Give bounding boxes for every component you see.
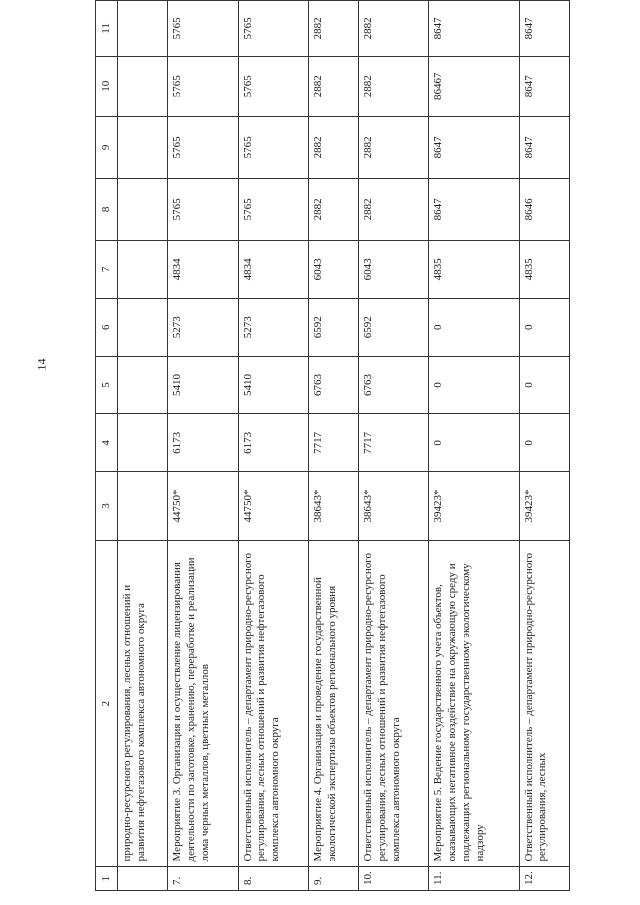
table-row	[359, 1, 429, 891]
value-cell: 4834	[238, 240, 308, 298]
value-cell: 7717	[359, 414, 429, 472]
value-cell: 6592	[359, 298, 429, 356]
value-cell: 38643*	[308, 472, 358, 541]
value-cell: 8647	[519, 56, 569, 116]
value-cell	[118, 1, 168, 57]
header-row	[96, 1, 118, 891]
value-cell: 5765	[168, 56, 238, 116]
value-cell: 2882	[308, 178, 358, 240]
row-description: Ответственный исполнитель – департамент природно-ресурсного регулирования, лесных отношений и развития нефтегазового комплекса автономного округа	[238, 540, 308, 867]
value-cell: 4835	[519, 240, 569, 298]
column-header: 3	[96, 472, 118, 541]
value-cell: 8647	[429, 178, 519, 240]
row-description: Мероприятие 3. Организация и осуществление лицензирования деятельности по заготовке, хранению, переработке и реализации лома черных металлов, цветных металлов	[168, 540, 238, 867]
value-cell: 6043	[308, 240, 358, 298]
row-number: 8.	[238, 867, 308, 891]
value-cell: 0	[429, 414, 519, 472]
row-number: 7.	[168, 867, 238, 891]
value-cell: 6763	[308, 356, 358, 414]
column-header: 5	[96, 356, 118, 414]
value-cell: 39423*	[519, 472, 569, 541]
value-cell: 5765	[168, 1, 238, 57]
value-cell: 5765	[168, 116, 238, 178]
value-cell	[118, 178, 168, 240]
value-cell	[118, 356, 168, 414]
column-header: 9	[96, 116, 118, 178]
table-row	[519, 1, 569, 891]
value-cell: 8647	[519, 116, 569, 178]
value-cell: 4835	[429, 240, 519, 298]
row-description: Ответственный исполнитель – департамент природно-ресурсного регулирования, лесных	[519, 540, 569, 867]
column-header: 2	[96, 540, 118, 867]
column-header: 7	[96, 240, 118, 298]
page-number: 14	[34, 358, 49, 371]
value-cell: 6173	[168, 414, 238, 472]
row-description: Мероприятие 4. Организация и проведение государственной экологической экспертизы объектов регионального уровня	[308, 540, 358, 867]
value-cell: 5765	[238, 1, 308, 57]
table-row	[168, 1, 238, 891]
value-cell: 2882	[308, 116, 358, 178]
table-row	[308, 1, 358, 891]
value-cell: 8647	[429, 116, 519, 178]
value-cell: 0	[519, 298, 569, 356]
value-cell: 6173	[238, 414, 308, 472]
value-cell	[118, 472, 168, 541]
row-description: Ответственный исполнитель – департамент природно-ресурсного регулирования, лесных отношений и развития нефтегазового комплекса автономного округа	[359, 540, 429, 867]
value-cell: 0	[429, 356, 519, 414]
row-description: Мероприятие 5. Ведение государственного учета объектов, оказывающих негативное воздействие на окружающую среду и подлежащих региональному государственному экологическому надзору	[429, 540, 519, 867]
value-cell: 5410	[168, 356, 238, 414]
table-row	[429, 1, 519, 891]
column-header: 6	[96, 298, 118, 356]
value-cell	[118, 56, 168, 116]
row-number	[118, 867, 168, 891]
value-cell: 2882	[308, 56, 358, 116]
table-row	[238, 1, 308, 891]
column-header: 1	[96, 867, 118, 891]
value-cell	[118, 414, 168, 472]
value-cell	[118, 298, 168, 356]
value-cell: 6592	[308, 298, 358, 356]
value-cell: 8646	[519, 178, 569, 240]
value-cell: 5765	[168, 178, 238, 240]
value-cell: 4834	[168, 240, 238, 298]
value-cell: 5765	[238, 116, 308, 178]
value-cell: 5765	[238, 178, 308, 240]
value-cell: 6763	[359, 356, 429, 414]
column-header: 10	[96, 56, 118, 116]
column-header: 8	[96, 178, 118, 240]
value-cell: 6043	[359, 240, 429, 298]
value-cell: 2882	[359, 116, 429, 178]
value-cell: 0	[429, 298, 519, 356]
table-row	[118, 1, 168, 891]
row-number: 10.	[359, 867, 429, 891]
row-number: 9.	[308, 867, 358, 891]
column-header: 11	[96, 1, 118, 57]
value-cell: 0	[519, 356, 569, 414]
value-cell: 2882	[359, 178, 429, 240]
value-cell: 5765	[238, 56, 308, 116]
value-cell: 7717	[308, 414, 358, 472]
value-cell: 5273	[238, 298, 308, 356]
value-cell: 44750*	[168, 472, 238, 541]
value-cell	[118, 116, 168, 178]
column-header: 4	[96, 414, 118, 472]
value-cell: 2882	[359, 56, 429, 116]
row-description: природно-ресурсного регулирования, лесных отношений и развития нефтегазового комплекса автономного округа	[118, 540, 168, 867]
value-cell: 8647	[429, 1, 519, 57]
value-cell: 2882	[359, 1, 429, 57]
value-cell: 8647	[519, 1, 569, 57]
value-cell: 5273	[168, 298, 238, 356]
value-cell	[118, 240, 168, 298]
value-cell: 38643*	[359, 472, 429, 541]
budget-table	[95, 0, 570, 891]
value-cell: 5410	[238, 356, 308, 414]
budget-table-sheet	[95, 0, 570, 891]
row-number: 12.	[519, 867, 569, 891]
value-cell: 0	[519, 414, 569, 472]
value-cell: 2882	[308, 1, 358, 57]
value-cell: 86467	[429, 56, 519, 116]
value-cell: 44750*	[238, 472, 308, 541]
row-number: 11.	[429, 867, 519, 891]
value-cell: 39423*	[429, 472, 519, 541]
